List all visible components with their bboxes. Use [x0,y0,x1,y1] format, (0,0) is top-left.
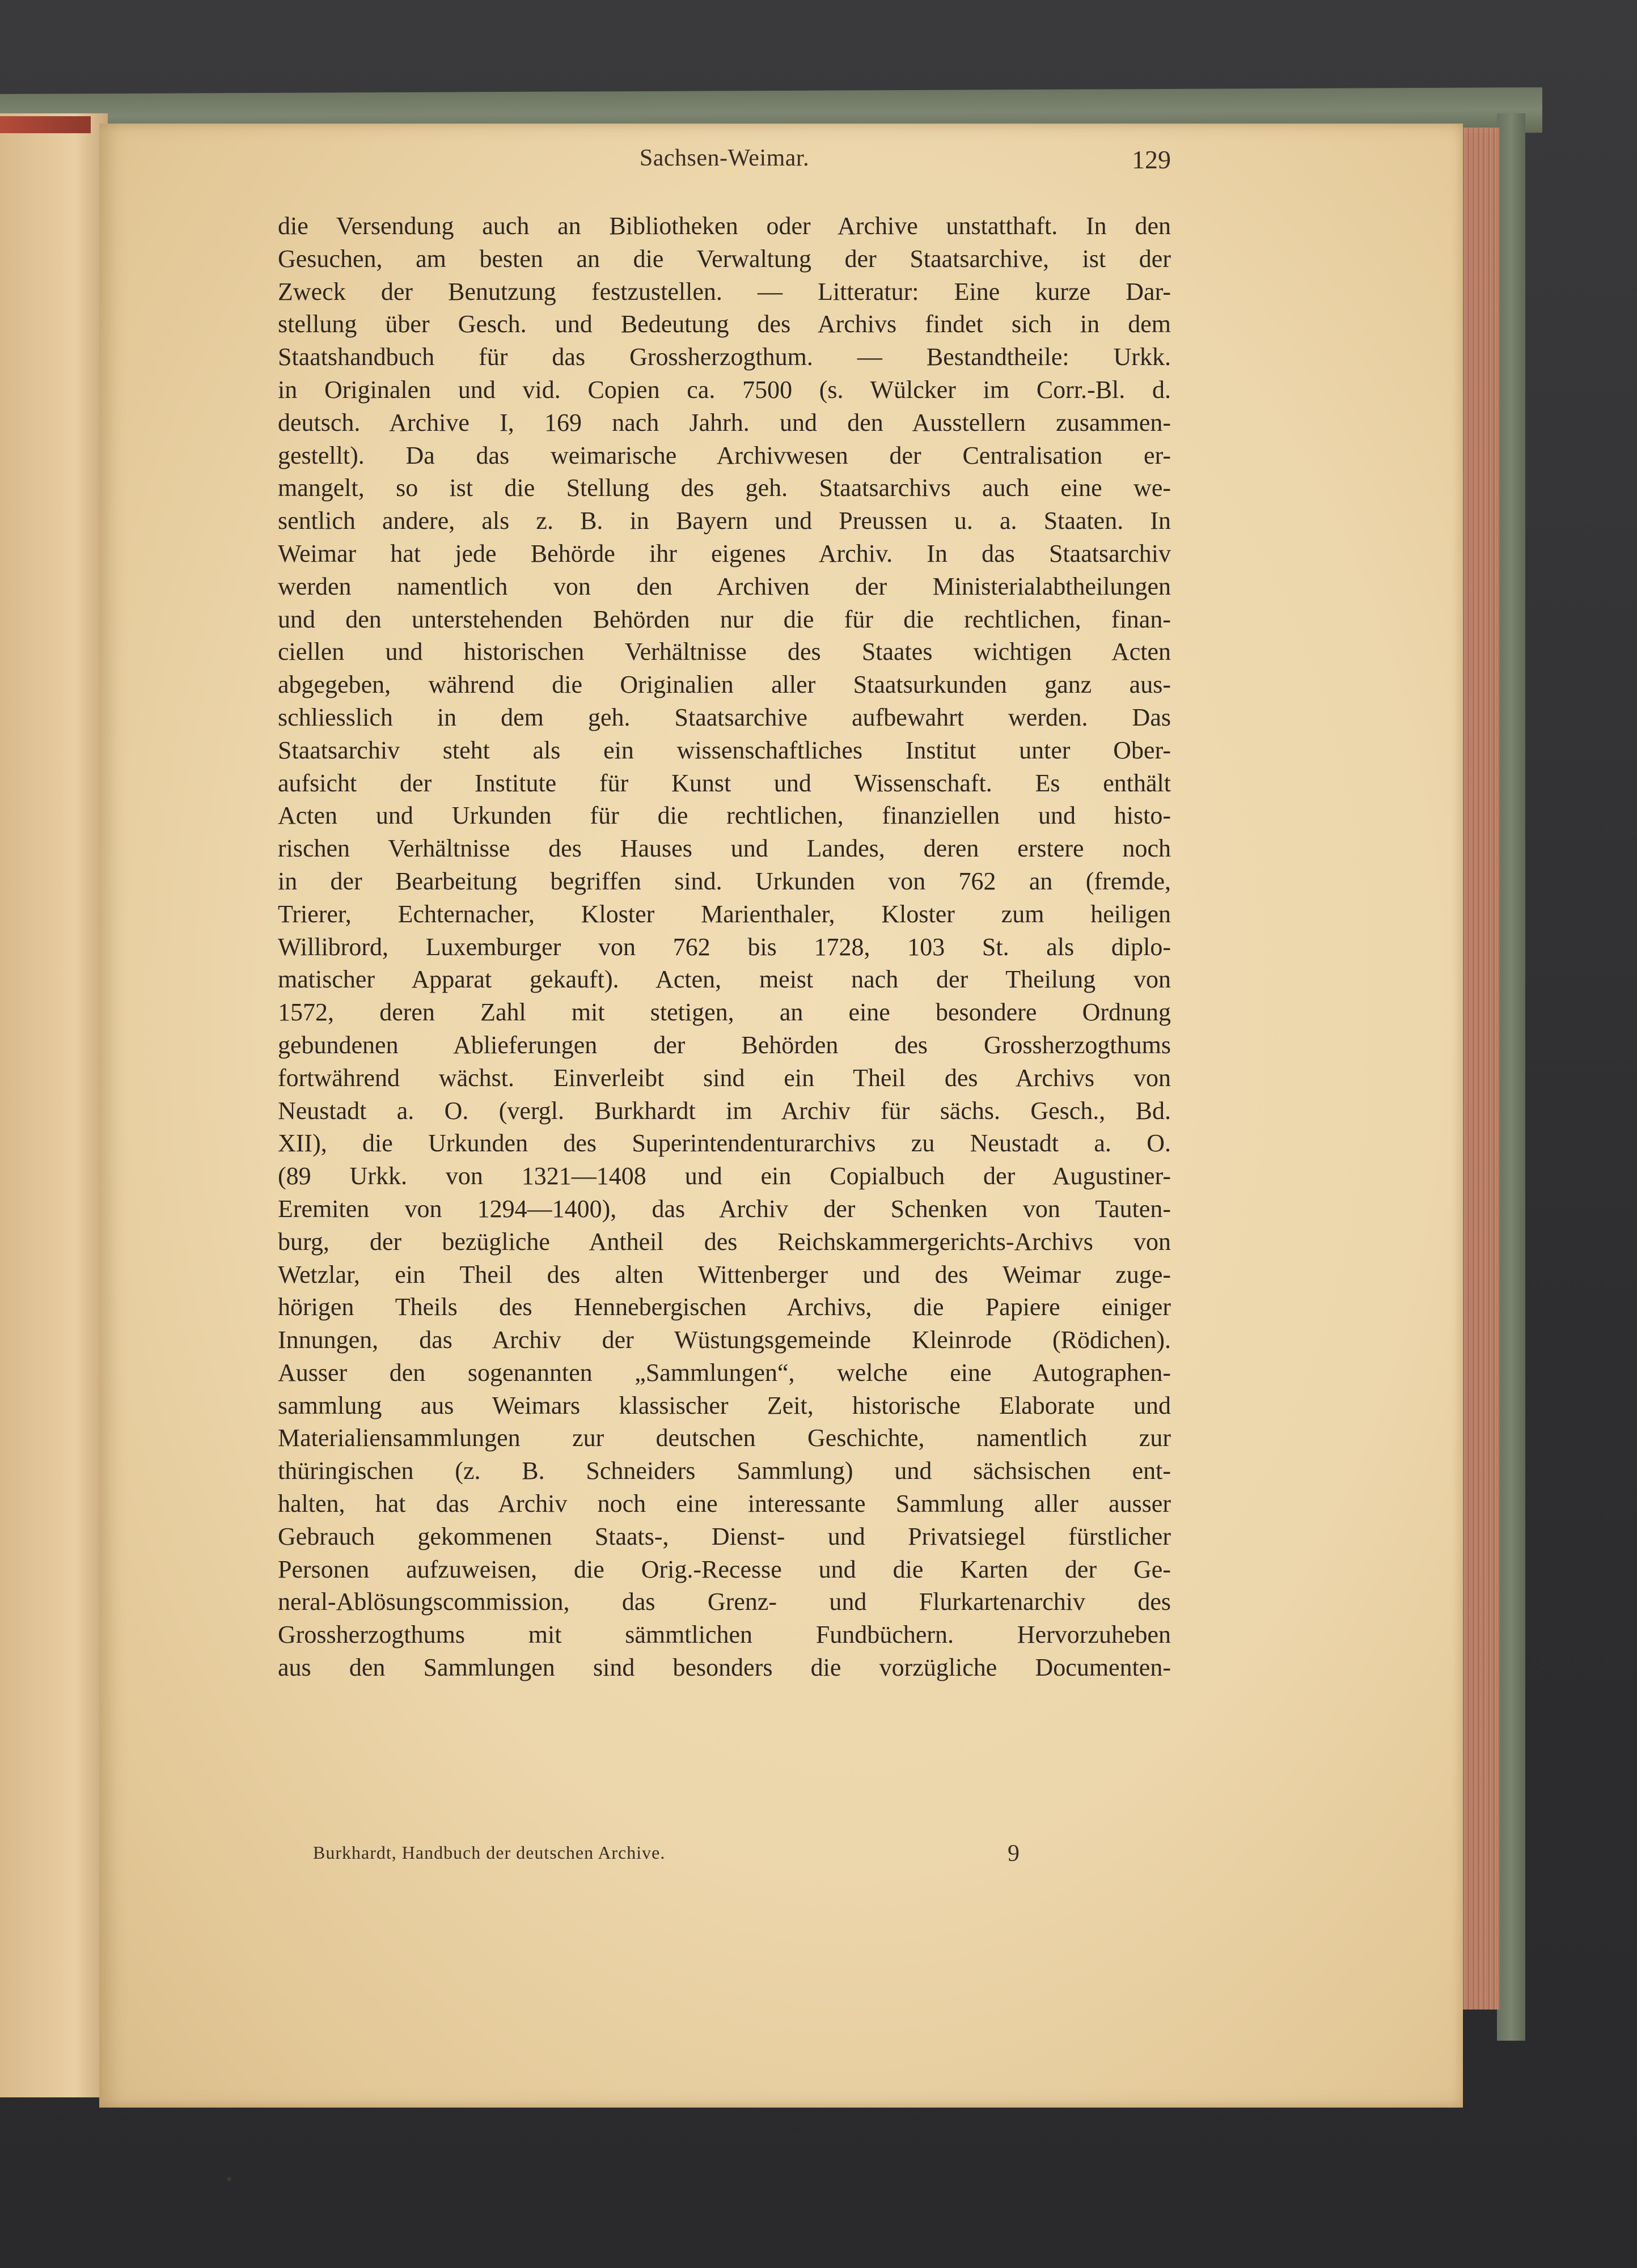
text-line: werden namentlich von den Archiven der Ministerialabtheilungen [278,572,1171,600]
text-line: und den unterstehenden Behörden nur die für die rechtlichen, finan- [278,605,1171,633]
text-line: die Versendung auch an Bibliotheken oder Archive unstatthaft. In den [278,212,1171,240]
text-line: abgegeben, während die Originalien aller Staatsurkunden ganz aus- [278,671,1171,699]
text-line: matischer Apparat gekauft). Acten, meist nach der Theilung von [278,965,1171,994]
text-line: halten, hat das Archiv noch eine interessante Sammlung aller ausser [278,1490,1171,1518]
text-line: Ausser den sogenannten „Sammlungen“, welche eine Autographen- [278,1358,1171,1387]
page-block-edges [1460,128,1500,2010]
text-line: hörigen Theils des Hennebergischen Archivs, die Papiere einiger [278,1293,1171,1321]
text-line: Gesuchen, am besten an die Verwaltung der Staatsarchive, ist der [278,244,1171,273]
text-line: (89 Urkk. von 1321—1408 und ein Copialbuch der Augustiner- [278,1162,1171,1190]
footer-source-line: Burkhardt, Handbuch der deutschen Archive. [313,1842,666,1863]
text-line: XII), die Urkunden des Superintendenturarchivs zu Neustadt a. O. [278,1129,1171,1158]
text-line: sentlich andere, als z. B. in Bayern und Preussen u. a. Staaten. In [278,507,1171,535]
text-line: 1572, deren Zahl mit stetigen, an eine besondere Ordnung [278,998,1171,1027]
text-line: ciellen und historischen Verhältnisse des Staates wichtigen Acten [278,638,1171,666]
text-line: burg, der bezügliche Antheil des Reichskammergerichts-Archivs von [278,1227,1171,1256]
text-line: deutsch. Archive I, 169 nach Jahrh. und den Ausstellern zusammen- [278,408,1171,436]
text-line: aus den Sammlungen sind besonders die vorzügliche Documenten- [278,1654,1171,1682]
running-title: Sachsen-Weimar. [639,145,810,171]
signature-mark: 9 [1008,1841,1020,1867]
page-number: 129 [1132,145,1171,174]
text-line: Personen aufzuweisen, die Orig.-Recesse und die Karten der Ge- [278,1555,1171,1583]
text-line: aufsicht der Institute für Kunst und Wissenschaft. Es enthält [278,769,1171,797]
page-footer [313,1842,1022,1876]
page-header [278,145,1171,190]
text-line: Trierer, Echternacher, Kloster Marienthaler, Kloster zum heiligen [278,900,1171,928]
text-line: thüringischen (z. B. Schneiders Sammlung) und sächsischen ent- [278,1457,1171,1485]
text-line: in der Bearbeitung begriffen sind. Urkunden von 762 an (fremde, [278,867,1171,895]
facing-page-edge [0,113,108,2097]
text-line: Grossherzogthums mit sämmtlichen Fundbüchern. Hervorzuheben [278,1621,1171,1649]
text-line: rischen Verhältnisse des Hauses und Landes, deren erstere noch [278,834,1171,863]
text-line: Zweck der Benutzung festzustellen. — Litteratur: Eine kurze Dar- [278,277,1171,306]
text-line: Staatshandbuch für das Grossherzogthum. — Bestandtheile: Urkk. [278,343,1171,371]
text-line: Weimar hat jede Behörde ihr eigenes Archiv. In das Staatsarchiv [278,539,1171,567]
body-text [278,210,1171,1684]
text-line: mangelt, so ist die Stellung des geh. Staatsarchivs auch eine we- [278,474,1171,502]
text-line: sammlung aus Weimars klassischer Zeit, historische Elaborate und [278,1391,1171,1419]
ink-speck [227,2177,231,2181]
text-line: Gebrauch gekommenen Staats-, Dienst- und Privatsiegel fürstlicher [278,1522,1171,1550]
text-line: fortwährend wächst. Einverleibt sind ein Theil des Archivs von [278,1063,1171,1092]
text-line: Staatsarchiv steht als ein wissenschaftliches Institut unter Ober- [278,736,1171,764]
text-line: gebundenen Ablieferungen der Behörden des Grossherzogthums [278,1031,1171,1059]
text-line: Neustadt a. O. (vergl. Burkhardt im Archiv für sächs. Gesch., Bd. [278,1096,1171,1125]
text-line: neral-Ablösungscommission, das Grenz- und Flurkartenarchiv des [278,1588,1171,1616]
text-line: Eremiten von 1294—1400), das Archiv der Schenken von Tauten- [278,1194,1171,1223]
text-line: schliesslich in dem geh. Staatsarchive aufbewahrt werden. Das [278,703,1171,731]
facing-page-red-edge [0,116,91,133]
text-line: stellung über Gesch. und Bedeutung des Archivs findet sich in dem [278,310,1171,338]
text-line: Materialiensammlungen zur deutschen Geschichte, namentlich zur [278,1424,1171,1452]
text-line: Willibrord, Luxemburger von 762 bis 1728, 103 St. als diplo- [278,932,1171,961]
text-line: in Originalen und vid. Copien ca. 7500 (s. Wülcker im Corr.-Bl. d. [278,375,1171,404]
text-line: gestellt). Da das weimarische Archivwesen der Centralisation er- [278,441,1171,469]
text-line: Wetzlar, ein Theil des alten Wittenberger und des Weimar zuge- [278,1260,1171,1288]
text-line: Acten und Urkunden für die rechtlichen, finanziellen und histo- [278,802,1171,830]
book-cover-right-edge [1497,113,1525,2041]
text-line: Innungen, das Archiv der Wüstungsgemeinde Kleinrode (Rödichen). [278,1326,1171,1354]
